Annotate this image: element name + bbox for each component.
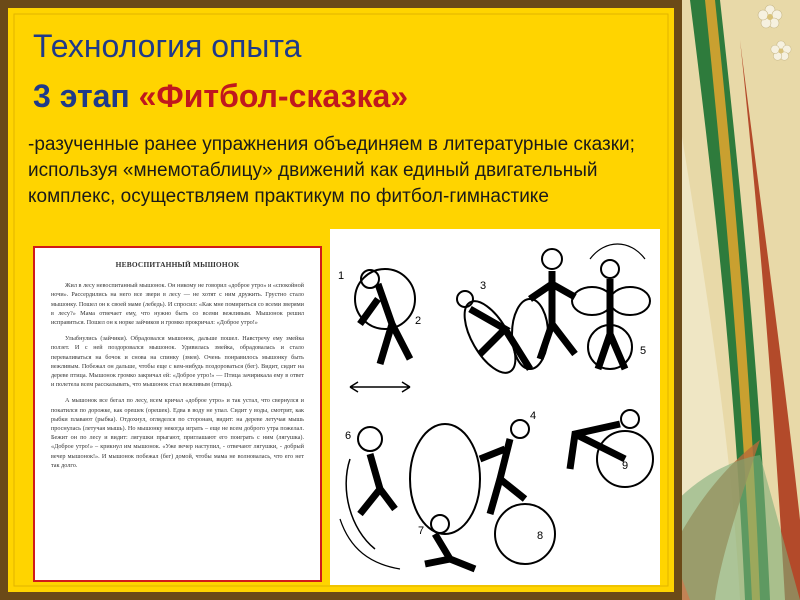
figure-label-9: 9 [622,460,629,472]
exercise-figure-9 [570,410,653,487]
exercise-figure-5 [572,260,650,369]
stage-name: «Фитбол-сказка» [138,78,409,114]
exercise-figure-8 [480,420,555,564]
figure-label-1: 1 [338,270,345,282]
exercise-figure-6 [346,427,395,549]
figure-label-8: 8 [537,530,544,542]
figure-label-3: 3 [480,280,487,292]
slide-title: Технология опыта [33,28,302,64]
stage-number: 3 этап [33,78,130,114]
exercise-figures [330,229,660,585]
exercise-figure-1 [350,269,415,392]
story-title: НЕВОСПИТАННЫЙ МЫШОНОК [115,260,240,269]
figure-label-6: 6 [345,430,352,442]
slide-subtitle [33,78,408,115]
figure-label-4: 4 [530,410,537,422]
story-paragraph: А мышонок все бегал по лесу, всем кричал «доброе утро» и так устал, что свернулся и покатился по дорожке, как орешек (орешек). Едва в воду не упал. Сидит у воды, смотрит, как рыбки плавают (рыбка). Отдохнул, огляделся по сторонам, видит: на дереве летучая мышь проснулась (летучая мышь). Но мышонку некогда играть – еще не всем доброго утра пожелал. Бежит он по лесу и видит: лягушки прыгают, приглашают его поиграть с ним (лягушка). «Доброе утро!» – крикнул им мышонок. «Уже вечер наступил, - отвечают лягушки, - добрый вечер мышонок!». И мышонок побежал (бег) домой, чтобы мама не волновалась, что его нет так долго. [51,397,304,469]
story-panel [33,246,322,582]
figure-label-7: 7 [418,525,425,537]
figure-label-5: 5 [640,345,647,357]
figure-label-2: 2 [415,315,422,327]
exercise-figure-3 [454,291,530,381]
lead-text: -разученные ранее упражнения объединяем в литературные сказки; используя «мнемотаблицу» движений как единый двигательный комплекс, осуществляем практикум по фитбол-гимнастике [28,134,635,207]
exercise-figure-7 [410,424,480,569]
exercise-mnemotable [330,229,660,585]
story-paragraph: Улыбнулись (зайчики). Обрадовался мышонок, дальше пошел. Навстречу ему змейка ползет. И с ней поздоровался мышонок. Удивилась змейка, обрадовалась и стало переваливаться на бочок и снова на спинку (змея). Очень понравилось мышонку быть вежливым. Побежал он дальше, чтобы еще с кем-нибудь поздороваться (бег). Видит, сидит на дереве птица. Мышонок громко закричал ей: «Доброе утро!» — Птица зачирикала ему в ответ и полетела всем рассказывать, что мышонок стал вежливым (птица). [51,335,304,389]
story-paragraph: Жил в лесу невоспитанный мышонок. Он никому не говорил «доброе утро» и «спокойной ночи». Рассердились на него все звери в лесу — не хотят с ним дружить. Грустно стало мышонку. Пошел он к своей маме (лебедь). И спросил: «Как мне помириться со всеми зверями в лесу?» Мама отвечает ему, что нужно быть со всеми вежливым. Мышонок решил исправиться. Пошел он к норке зайчиков и громко прокричал: «Доброе утро!» [51,282,304,327]
